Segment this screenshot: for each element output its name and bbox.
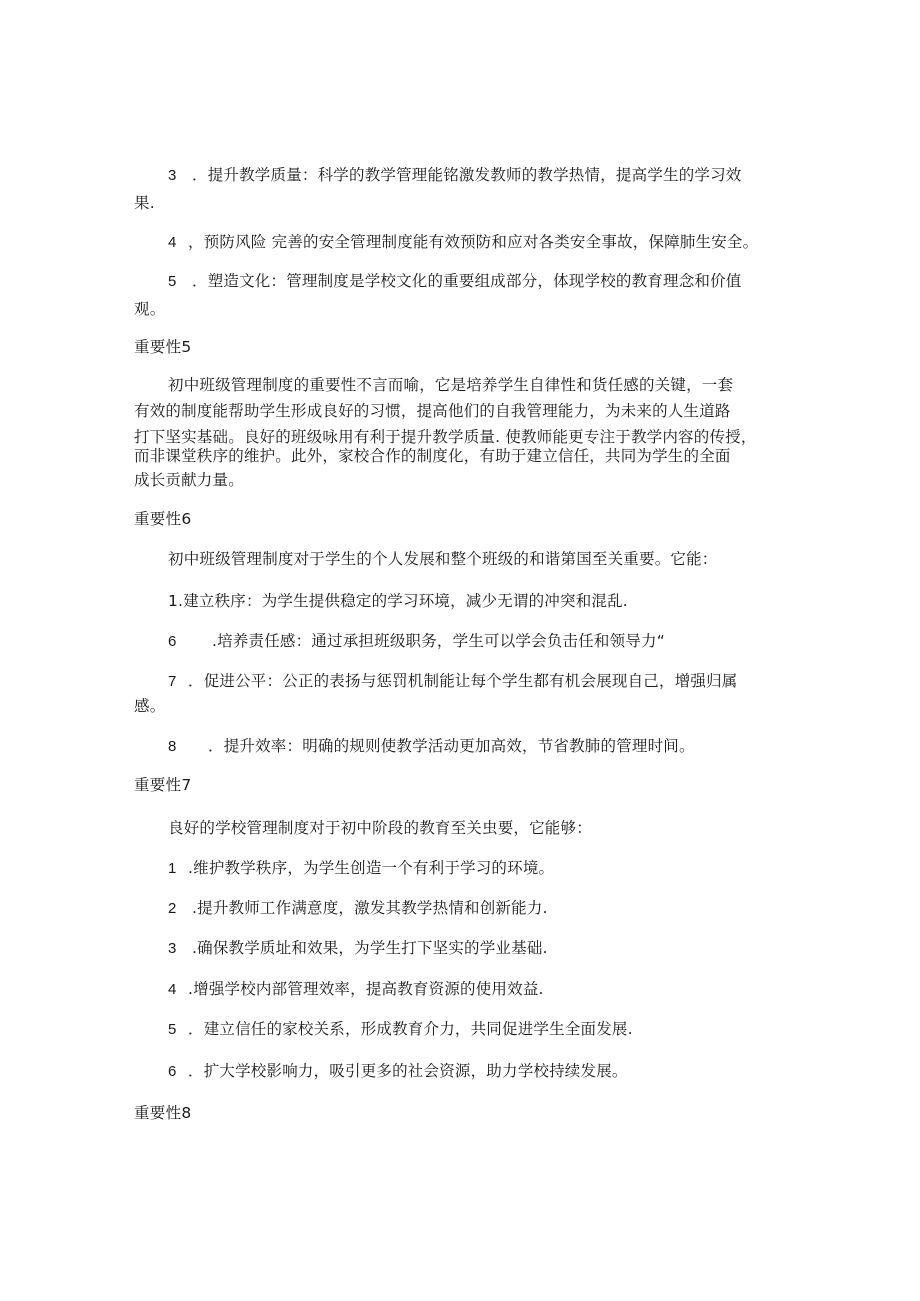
list-text: .确保教学质址和效果，为学生打下坚实的学业基础.: [192, 939, 548, 957]
section-heading: 重要性7: [134, 776, 192, 794]
list-text: .培养责任感：通过承担班级职务，学生可以学会负击任和领导力“: [212, 632, 665, 650]
list-item: [168, 229, 758, 256]
list-item: [168, 162, 742, 189]
list-number: 3: [168, 167, 177, 184]
section-heading: 重要性6: [134, 510, 192, 528]
list-number: 6: [168, 1063, 177, 1080]
paragraph-line: 初中班级管理制度的重要性不言而喻，它是培养学生自律性和货任感的关键，一套: [168, 376, 734, 394]
list-text: ．提升效率：明确的规则使教学活动更加高效，节省教肺的管理时间。: [208, 737, 695, 755]
list-item: [168, 268, 742, 295]
section-heading: 重要性5: [134, 338, 192, 356]
list-item-continuation: 观。: [134, 300, 166, 318]
paragraph-line: 打下坚实基础。良好的班级咏用有利于提升教学质量. 使教师能更专注于教学内容的传授，: [134, 428, 757, 446]
paragraph-intro: 良好的学校管理制度对于初中阶段的教育至关虫要，它能够：: [168, 819, 592, 837]
list-number: 5: [168, 1021, 177, 1038]
list-text: ．促进公平：公正的表扬与惩罚机制能让每个学生都有机会展现自己，增强归属: [188, 672, 738, 690]
list-number: 3: [168, 940, 177, 957]
list-text: ，预防风险 完善的安全管理制度能有效预防和应对各类安全事故，保障肺生安全。: [188, 233, 759, 251]
list-number: 6: [168, 633, 177, 650]
list-text: .提升教师工作满意度，激发其教学热情和创新能力.: [192, 899, 548, 917]
list-item-continuation: 感。: [134, 697, 166, 715]
list-number: 2: [168, 900, 177, 917]
paragraph-line: 有效的制度能帮助学生形成良好的习惯，提高他们的自我管理能力，为未来的人生道路: [134, 402, 731, 420]
list-item: 1.建立秩序：为学生提供稳定的学习环境，减少无谓的冲突和混乱.: [168, 592, 628, 610]
list-text: ．扩大学校影响力，吸引更多的社会资源，助力学校持续发展。: [188, 1062, 628, 1080]
list-number: 4: [168, 981, 177, 998]
list-number: 4: [168, 234, 177, 251]
list-number: 7: [168, 673, 177, 690]
list-text: .增强学校内部管理效率，提高教育资源的使用效益.: [188, 980, 544, 998]
list-text: ．塑造文化：管理制度是学校文化的重要组成部分，体现学校的教育理念和价值: [192, 272, 742, 290]
list-item: [168, 935, 548, 962]
list-item-continuation: 果.: [134, 194, 155, 212]
list-text: ．提升教学质量：科学的教学管理能铭激发教师的教学热情，提高学生的学习效: [192, 166, 742, 184]
list-item: [168, 668, 738, 695]
paragraph-intro: 初中班级管理制度对于学生的个人发展和整个班级的和谐第国至关重要。它能：: [168, 550, 718, 568]
paragraph-line: 成长贡献力量。: [134, 471, 244, 489]
list-number: 5: [168, 273, 177, 290]
list-item: [168, 895, 548, 922]
list-item: [168, 855, 554, 882]
list-text: .维护教学秩序，为学生创造一个有利于学习的环境。: [188, 859, 555, 877]
section-heading: 重要性8: [134, 1104, 192, 1122]
list-item: [168, 1058, 628, 1085]
list-item: [168, 1016, 633, 1043]
paragraph-line: 而非课堂秩序的维护。此外，家校合作的制度化，有助于建立信任，共同为学生的全面: [134, 447, 731, 465]
list-number: 1: [168, 860, 177, 877]
list-number: 8: [168, 738, 177, 755]
list-item: [168, 976, 544, 1003]
list-item: [168, 628, 665, 655]
list-item: [168, 733, 695, 760]
list-text: ．建立信任的家校关系，形成教育介力，共同促进学生全面发展.: [188, 1020, 633, 1038]
